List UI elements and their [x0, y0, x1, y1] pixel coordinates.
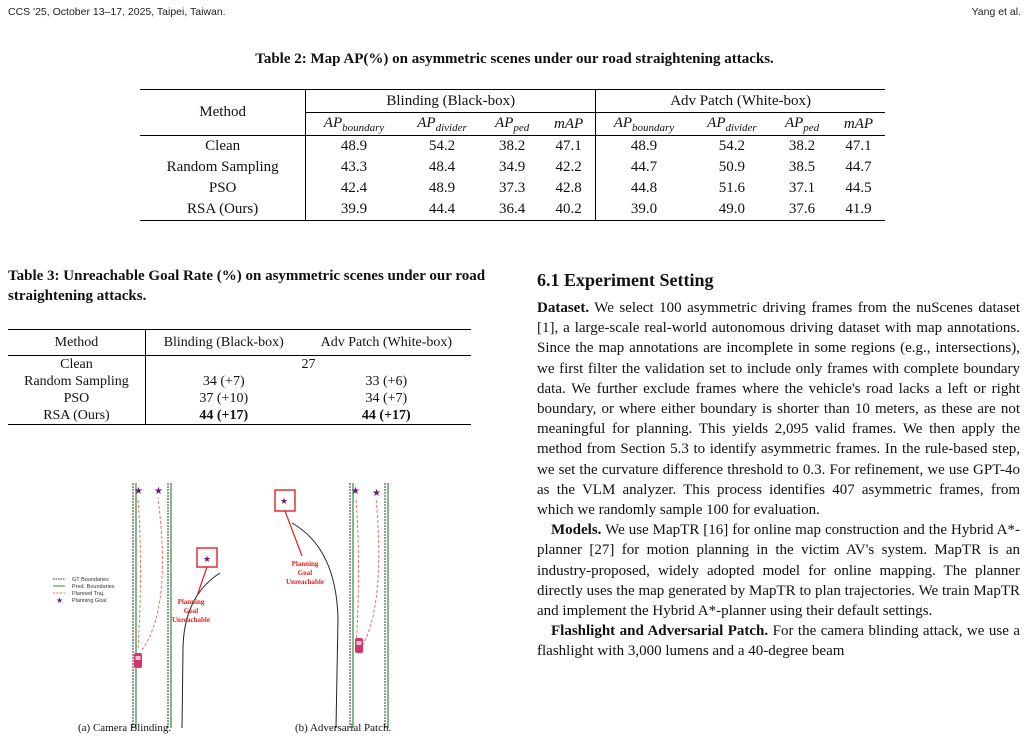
table3 [8, 329, 471, 425]
table2-group-blinding: Blinding (Black-box) [306, 90, 596, 113]
table2-col-ap-ped: $AP_{ped}$ [495, 114, 530, 134]
goal-star-icon: ★ [203, 554, 212, 564]
section-title: 6.1 Experiment Setting [537, 270, 714, 290]
svg-text:Unreachable: Unreachable [286, 578, 324, 586]
table2-col-map: mAP [554, 115, 584, 132]
ego-car-icon [355, 638, 363, 653]
legend-gt: GT Boundaries [72, 577, 109, 583]
table2-col-ap-divider: $AP_{divider}$ [707, 114, 757, 134]
table2-col-ap-divider: $AP_{divider}$ [417, 114, 467, 134]
legend-goal: Planning Goal [72, 598, 107, 604]
paragraph-models: Models. We use MapTR [16] for online map construction and the Hybrid A*-planner [27] for motion planning in the victim AV's system. MapTR is an industry-proposed, widely adopted model for online mapping. The planner directly uses the map generated by MapTR to plan trajectories. We train MapTR and implement the Hybrid A*-planner using their default settings. [537, 522, 1020, 620]
svg-text:Goal: Goal [183, 607, 199, 615]
table2-col-ap-boundary: $AP_{boundary}$ [306, 113, 402, 136]
table-row: Clean 27 [8, 356, 471, 374]
section-body [537, 298, 1020, 662]
table-row: Random Sampling 34 (+7) 33 (+6) [24, 373, 408, 389]
goal-star-icon: ★ [154, 486, 163, 497]
svg-text:Unreachable: Unreachable [172, 616, 210, 624]
running-header-right: Yang et al. [971, 6, 1021, 18]
svg-text:Goal: Goal [297, 569, 313, 577]
goal-star-icon: ★ [134, 486, 143, 497]
table-row: Clean 48.9 54.2 38.2 47.1 48.9 54.2 38.2 47.1 [140, 136, 885, 158]
table3-caption: Table 3: Unreachable Goal Rate (%) on asymmetric scenes under our road straightening attacks. [8, 268, 486, 304]
table3-method-header: Method [8, 330, 145, 356]
table2-col-map: mAP [843, 115, 874, 132]
table-row: PSO 37 (+10) 34 (+7) [63, 390, 408, 406]
goal-star-icon: ★ [372, 488, 381, 499]
ego-car-icon [134, 653, 142, 668]
table2-method-header: Method [140, 90, 306, 136]
table-row: PSO 42.4 48.9 37.3 42.8 44.8 51.6 37.1 44.5 [140, 178, 885, 199]
figure-caption-a: (a) Camera Blinding. [78, 722, 172, 734]
table-row: RSA (Ours) 39.9 44.4 36.4 40.2 39.0 49.0 37.6 41.9 [140, 199, 885, 221]
table-row: RSA (Ours) 44 (+17) 44 (+17) [8, 407, 471, 425]
table2-caption: Table 2: Map AP(%) on asymmetric scenes under our road straightening attacks. [255, 51, 774, 67]
table-row: Random Sampling 43.3 48.4 34.9 42.2 44.7 50.9 38.5 44.7 [140, 157, 885, 178]
svg-text:Planning: Planning [177, 598, 205, 606]
paragraph-dataset: Dataset. We select 100 asymmetric driving frames from the nuScenes dataset [1], a large-scale real-world autonomous driving dataset with map annotations. Since the map annotations are incomplete in some regions (e.g., intersections), we first filter the validation set to include only frames with complete boundary data. We further exclude frames where the vehicle's road lacks a left or right boundary, or where either boundary is shorter than 10 meters, as these are not meaningful for planning. This yields 2,095 valid frames. We then apply the method from Section 5.3 to identify asymmetric frames. In the rule-based step, we set the curvature difference threshold to 0.3. For refinement, we use GPT-4o as the VLM analyzer. This process identifies 407 asymmetric frames, from which we randomly sample 100 for evaluation. [537, 300, 1020, 519]
figure-legend [53, 577, 115, 605]
legend-pred: Pred. Boundaries [72, 584, 115, 590]
svg-text:★: ★ [56, 596, 64, 605]
svg-text:Planning: Planning [291, 560, 319, 568]
table2-col-ap-ped: $AP_{ped}$ [784, 114, 820, 134]
table2-col-ap-boundary: $AP_{boundary}$ [596, 113, 692, 136]
running-header-left: CCS '25, October 13–17, 2025, Taipei, Taiwan. [8, 6, 226, 18]
figure-adversarial-patch [262, 478, 412, 733]
goal-star-icon: ★ [280, 496, 289, 506]
figure-caption-b: (b) Adversarial Patch. [295, 722, 392, 734]
figure-camera-blinding [50, 478, 250, 733]
paragraph-flashlight: Flashlight and Adversarial Patch. For the camera blinding attack, we use a flashlight with 3,000 lumens and a 40-degree beam [537, 623, 1020, 660]
legend-traj: Planned Traj. [72, 591, 105, 597]
goal-star-icon: ★ [351, 486, 360, 497]
table2-group-patch: Adv Patch (White-box) [596, 90, 885, 113]
table2 [140, 89, 885, 221]
table3-col-blinding: Blinding (Black-box) [145, 330, 301, 356]
table3-col-patch: Adv Patch (White-box) [302, 330, 471, 356]
